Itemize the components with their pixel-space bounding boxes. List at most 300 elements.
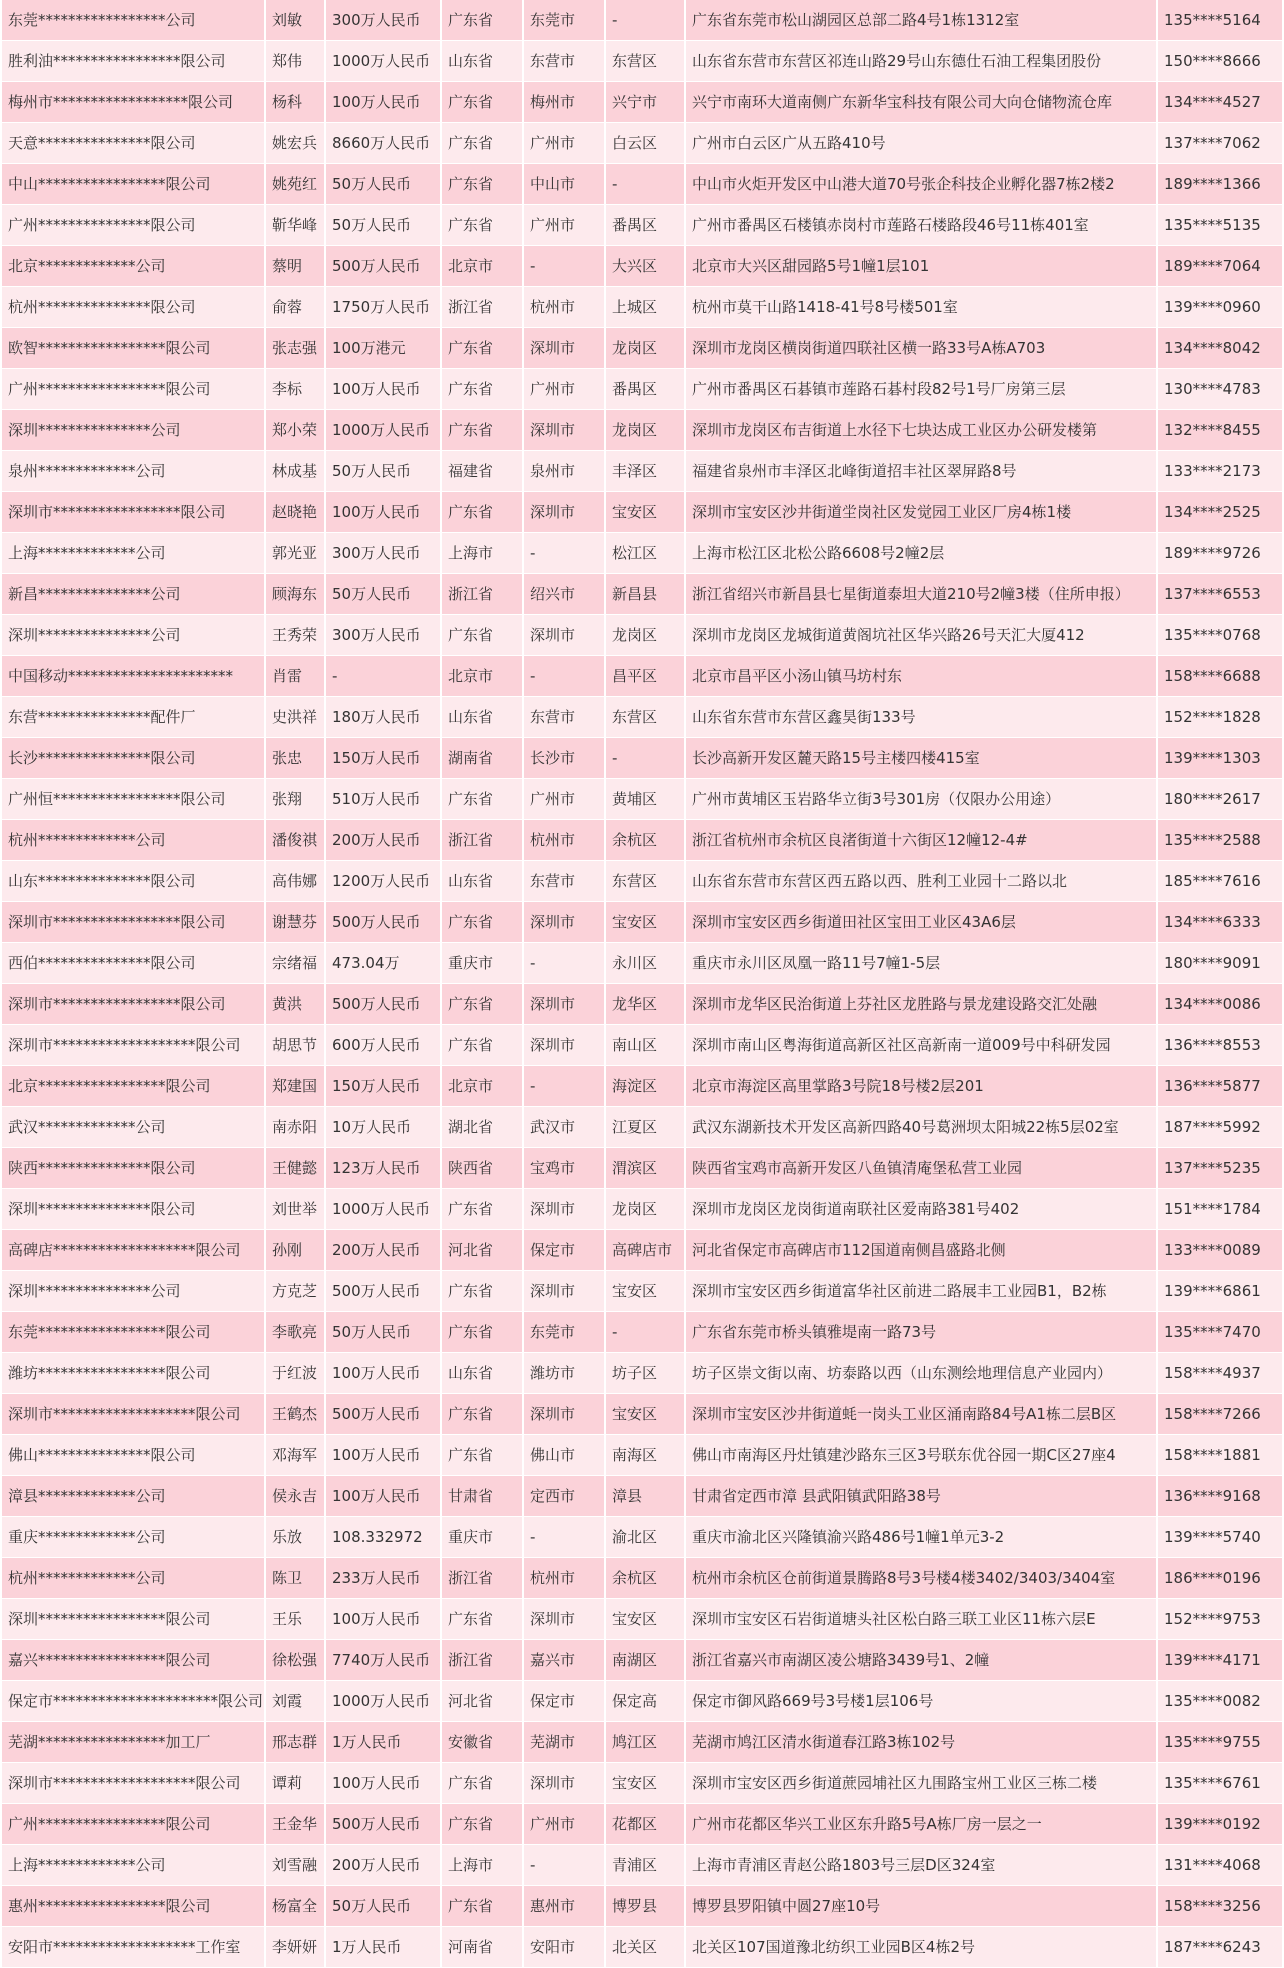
table-row bbox=[2, 1845, 1282, 1886]
address-cell: 深圳市龙华区民治街道上芬社区龙胜路与景龙建设路交汇处融 bbox=[686, 984, 1156, 1025]
legal-person-cell: 刘敏 bbox=[266, 0, 324, 41]
table-row bbox=[2, 779, 1282, 820]
table-row bbox=[2, 1394, 1282, 1435]
company-name-cell: 欧智*****************限公司 bbox=[2, 328, 264, 369]
table-row bbox=[2, 1927, 1282, 1968]
city-cell: 深圳市 bbox=[524, 328, 604, 369]
table-row bbox=[2, 943, 1282, 984]
city-cell: - bbox=[524, 1517, 604, 1558]
registered-capital-cell: 500万人民币 bbox=[326, 246, 440, 287]
table-row bbox=[2, 1886, 1282, 1927]
legal-person-cell: 王健懿 bbox=[266, 1148, 324, 1189]
province-cell: 浙江省 bbox=[442, 1640, 522, 1681]
legal-person-cell: 顾海东 bbox=[266, 574, 324, 615]
registered-capital-cell: 500万人民币 bbox=[326, 1394, 440, 1435]
city-cell: 保定市 bbox=[524, 1230, 604, 1271]
registered-capital-cell: 180万人民币 bbox=[326, 697, 440, 738]
company-name-cell: 山东***************限公司 bbox=[2, 861, 264, 902]
address-cell: 深圳市宝安区西乡街道蔗园埔社区九围路宝州工业区三栋二楼 bbox=[686, 1763, 1156, 1804]
province-cell: 河北省 bbox=[442, 1681, 522, 1722]
registered-capital-cell: 500万人民币 bbox=[326, 1271, 440, 1312]
company-name-cell: 泉州*************公司 bbox=[2, 451, 264, 492]
company-name-cell: 深圳***************公司 bbox=[2, 410, 264, 451]
registered-capital-cell: - bbox=[326, 656, 440, 697]
district-cell: 保定高 bbox=[606, 1681, 684, 1722]
district-cell: 番禺区 bbox=[606, 369, 684, 410]
table-row bbox=[2, 328, 1282, 369]
address-cell: 武汉东湖新技术开发区高新四路40号葛洲坝太阳城22栋5层02室 bbox=[686, 1107, 1156, 1148]
district-cell: 北关区 bbox=[606, 1927, 684, 1968]
company-name-cell: 上海*************公司 bbox=[2, 1845, 264, 1886]
city-cell: 安阳市 bbox=[524, 1927, 604, 1968]
province-cell: 广东省 bbox=[442, 0, 522, 41]
company-name-cell: 胜利油*****************限公司 bbox=[2, 41, 264, 82]
province-cell: 广东省 bbox=[442, 1312, 522, 1353]
city-cell: 广州市 bbox=[524, 369, 604, 410]
legal-person-cell: 王秀荣 bbox=[266, 615, 324, 656]
address-cell: 芜湖市鸠江区清水街道春江路3栋102号 bbox=[686, 1722, 1156, 1763]
address-cell: 深圳市南山区粤海街道高新区社区高新南一道009号中科研发园 bbox=[686, 1025, 1156, 1066]
legal-person-cell: 刘雪融 bbox=[266, 1845, 324, 1886]
phone-cell: 133****2173 bbox=[1158, 451, 1282, 492]
table-row bbox=[2, 820, 1282, 861]
district-cell: 江夏区 bbox=[606, 1107, 684, 1148]
registered-capital-cell: 50万人民币 bbox=[326, 1312, 440, 1353]
registered-capital-cell: 1750万人民币 bbox=[326, 287, 440, 328]
address-cell: 广州市花都区华兴工业区东升路5号A栋厂房一层之一 bbox=[686, 1804, 1156, 1845]
company-name-cell: 深圳市*******************限公司 bbox=[2, 1763, 264, 1804]
company-name-cell: 杭州*************公司 bbox=[2, 820, 264, 861]
address-cell: 河北省保定市高碑店市112国道南侧昌盛路北侧 bbox=[686, 1230, 1156, 1271]
city-cell: 深圳市 bbox=[524, 410, 604, 451]
address-cell: 福建省泉州市丰泽区北峰街道招丰社区翠屏路8号 bbox=[686, 451, 1156, 492]
district-cell: 漳县 bbox=[606, 1476, 684, 1517]
province-cell: 重庆市 bbox=[442, 943, 522, 984]
district-cell: 青浦区 bbox=[606, 1845, 684, 1886]
table-row bbox=[2, 1107, 1282, 1148]
district-cell: 花都区 bbox=[606, 1804, 684, 1845]
registered-capital-cell: 510万人民币 bbox=[326, 779, 440, 820]
address-cell: 重庆市永川区凤凰一路11号7幢1-5层 bbox=[686, 943, 1156, 984]
province-cell: 广东省 bbox=[442, 328, 522, 369]
table-row bbox=[2, 1722, 1282, 1763]
company-name-cell: 东莞*****************公司 bbox=[2, 0, 264, 41]
registered-capital-cell: 100万人民币 bbox=[326, 1353, 440, 1394]
company-name-cell: 新昌***************公司 bbox=[2, 574, 264, 615]
table-row bbox=[2, 1681, 1282, 1722]
address-cell: 广东省东莞市松山湖园区总部二路4号1栋1312室 bbox=[686, 0, 1156, 41]
legal-person-cell: 王乐 bbox=[266, 1599, 324, 1640]
city-cell: 杭州市 bbox=[524, 1558, 604, 1599]
legal-person-cell: 杨科 bbox=[266, 82, 324, 123]
table-row bbox=[2, 1804, 1282, 1845]
registered-capital-cell: 100万人民币 bbox=[326, 1435, 440, 1476]
province-cell: 广东省 bbox=[442, 1599, 522, 1640]
address-cell: 甘肃省定西市漳 县武阳镇武阳路38号 bbox=[686, 1476, 1156, 1517]
province-cell: 福建省 bbox=[442, 451, 522, 492]
company-name-cell: 广州恒*****************限公司 bbox=[2, 779, 264, 820]
phone-cell: 180****2617 bbox=[1158, 779, 1282, 820]
table-row bbox=[2, 410, 1282, 451]
legal-person-cell: 郑建国 bbox=[266, 1066, 324, 1107]
district-cell: 大兴区 bbox=[606, 246, 684, 287]
district-cell: 渭滨区 bbox=[606, 1148, 684, 1189]
city-cell: 广州市 bbox=[524, 1804, 604, 1845]
company-name-cell: 潍坊*****************限公司 bbox=[2, 1353, 264, 1394]
province-cell: 湖南省 bbox=[442, 738, 522, 779]
phone-cell: 137****7062 bbox=[1158, 123, 1282, 164]
address-cell: 佛山市南海区丹灶镇建沙路东三区3号联东优谷园一期C区27座4 bbox=[686, 1435, 1156, 1476]
table-row bbox=[2, 246, 1282, 287]
phone-cell: 131****4068 bbox=[1158, 1845, 1282, 1886]
registered-capital-cell: 233万人民币 bbox=[326, 1558, 440, 1599]
phone-cell: 152****1828 bbox=[1158, 697, 1282, 738]
legal-person-cell: 史洪祥 bbox=[266, 697, 324, 738]
company-name-cell: 广州*****************限公司 bbox=[2, 369, 264, 410]
city-cell: 深圳市 bbox=[524, 492, 604, 533]
district-cell: 东营区 bbox=[606, 41, 684, 82]
legal-person-cell: 南赤阳 bbox=[266, 1107, 324, 1148]
phone-cell: 130****4783 bbox=[1158, 369, 1282, 410]
company-name-cell: 高碑店*******************限公司 bbox=[2, 1230, 264, 1271]
table-row bbox=[2, 1189, 1282, 1230]
phone-cell: 158****1881 bbox=[1158, 1435, 1282, 1476]
table-row bbox=[2, 738, 1282, 779]
district-cell: - bbox=[606, 1312, 684, 1353]
table-row bbox=[2, 1558, 1282, 1599]
company-name-cell: 天意***************限公司 bbox=[2, 123, 264, 164]
city-cell: 定西市 bbox=[524, 1476, 604, 1517]
phone-cell: 137****5235 bbox=[1158, 1148, 1282, 1189]
registered-capital-cell: 1000万人民币 bbox=[326, 410, 440, 451]
city-cell: 杭州市 bbox=[524, 820, 604, 861]
registered-capital-cell: 50万人民币 bbox=[326, 574, 440, 615]
registered-capital-cell: 500万人民币 bbox=[326, 902, 440, 943]
province-cell: 广东省 bbox=[442, 123, 522, 164]
address-cell: 山东省东营市东营区祁连山路29号山东德仕石油工程集团股份 bbox=[686, 41, 1156, 82]
legal-person-cell: 潘俊祺 bbox=[266, 820, 324, 861]
registered-capital-cell: 50万人民币 bbox=[326, 1886, 440, 1927]
district-cell: 宝安区 bbox=[606, 1394, 684, 1435]
phone-cell: 189****7064 bbox=[1158, 246, 1282, 287]
company-name-cell: 长沙***************限公司 bbox=[2, 738, 264, 779]
city-cell: 深圳市 bbox=[524, 1189, 604, 1230]
company-name-cell: 东莞*****************限公司 bbox=[2, 1312, 264, 1353]
company-name-cell: 深圳***************限公司 bbox=[2, 1189, 264, 1230]
table-row bbox=[2, 615, 1282, 656]
legal-person-cell: 高伟娜 bbox=[266, 861, 324, 902]
province-cell: 广东省 bbox=[442, 615, 522, 656]
company-name-cell: 安阳市*******************工作室 bbox=[2, 1927, 264, 1968]
company-table-body bbox=[2, 0, 1282, 1968]
phone-cell: 136****5877 bbox=[1158, 1066, 1282, 1107]
registered-capital-cell: 123万人民币 bbox=[326, 1148, 440, 1189]
city-cell: 深圳市 bbox=[524, 1025, 604, 1066]
district-cell: 宝安区 bbox=[606, 492, 684, 533]
phone-cell: 137****6553 bbox=[1158, 574, 1282, 615]
company-name-cell: 深圳市*****************限公司 bbox=[2, 902, 264, 943]
company-name-cell: 陕西***************限公司 bbox=[2, 1148, 264, 1189]
registered-capital-cell: 100万人民币 bbox=[326, 1763, 440, 1804]
province-cell: 北京市 bbox=[442, 1066, 522, 1107]
table-row bbox=[2, 1476, 1282, 1517]
phone-cell: 139****4171 bbox=[1158, 1640, 1282, 1681]
city-cell: 深圳市 bbox=[524, 1763, 604, 1804]
company-name-cell: 深圳***************公司 bbox=[2, 615, 264, 656]
phone-cell: 186****0196 bbox=[1158, 1558, 1282, 1599]
district-cell: 南山区 bbox=[606, 1025, 684, 1066]
address-cell: 广东省东莞市桥头镇雅堤南一路73号 bbox=[686, 1312, 1156, 1353]
phone-cell: 150****8666 bbox=[1158, 41, 1282, 82]
registered-capital-cell: 50万人民币 bbox=[326, 451, 440, 492]
registered-capital-cell: 600万人民币 bbox=[326, 1025, 440, 1066]
province-cell: 广东省 bbox=[442, 1804, 522, 1845]
legal-person-cell: 孙刚 bbox=[266, 1230, 324, 1271]
company-name-cell: 北京*************公司 bbox=[2, 246, 264, 287]
legal-person-cell: 肖雷 bbox=[266, 656, 324, 697]
province-cell: 河北省 bbox=[442, 1230, 522, 1271]
company-name-cell: 梅州市******************限公司 bbox=[2, 82, 264, 123]
city-cell: - bbox=[524, 533, 604, 574]
phone-cell: 158****7266 bbox=[1158, 1394, 1282, 1435]
district-cell: - bbox=[606, 164, 684, 205]
district-cell: 鸠江区 bbox=[606, 1722, 684, 1763]
legal-person-cell: 张志强 bbox=[266, 328, 324, 369]
phone-cell: 135****6761 bbox=[1158, 1763, 1282, 1804]
registered-capital-cell: 1200万人民币 bbox=[326, 861, 440, 902]
province-cell: 上海市 bbox=[442, 1845, 522, 1886]
phone-cell: 189****9726 bbox=[1158, 533, 1282, 574]
company-name-cell: 深圳市*****************限公司 bbox=[2, 492, 264, 533]
company-name-cell: 深圳*****************限公司 bbox=[2, 1599, 264, 1640]
address-cell: 坊子区崇文街以南、坊泰路以西（山东测绘地理信息产业园内） bbox=[686, 1353, 1156, 1394]
district-cell: 渝北区 bbox=[606, 1517, 684, 1558]
district-cell: 白云区 bbox=[606, 123, 684, 164]
district-cell: - bbox=[606, 0, 684, 41]
address-cell: 陕西省宝鸡市高新开发区八鱼镇清庵堡私营工业园 bbox=[686, 1148, 1156, 1189]
address-cell: 广州市白云区广从五路410号 bbox=[686, 123, 1156, 164]
company-name-cell: 广州***************限公司 bbox=[2, 205, 264, 246]
legal-person-cell: 靳华峰 bbox=[266, 205, 324, 246]
province-cell: 安徽省 bbox=[442, 1722, 522, 1763]
legal-person-cell: 谭莉 bbox=[266, 1763, 324, 1804]
company-name-cell: 芜湖*****************加工厂 bbox=[2, 1722, 264, 1763]
province-cell: 北京市 bbox=[442, 656, 522, 697]
table-row bbox=[2, 369, 1282, 410]
district-cell: 南湖区 bbox=[606, 1640, 684, 1681]
address-cell: 深圳市宝安区西乡街道田社区宝田工业区43A6层 bbox=[686, 902, 1156, 943]
legal-person-cell: 李标 bbox=[266, 369, 324, 410]
province-cell: 浙江省 bbox=[442, 574, 522, 615]
phone-cell: 135****5164 bbox=[1158, 0, 1282, 41]
district-cell: 海淀区 bbox=[606, 1066, 684, 1107]
legal-person-cell: 王鹤杰 bbox=[266, 1394, 324, 1435]
legal-person-cell: 郑小荣 bbox=[266, 410, 324, 451]
table-row bbox=[2, 451, 1282, 492]
legal-person-cell: 方克芝 bbox=[266, 1271, 324, 1312]
phone-cell: 135****2588 bbox=[1158, 820, 1282, 861]
city-cell: 惠州市 bbox=[524, 1886, 604, 1927]
phone-cell: 134****6333 bbox=[1158, 902, 1282, 943]
province-cell: 河南省 bbox=[442, 1927, 522, 1968]
district-cell: 博罗县 bbox=[606, 1886, 684, 1927]
city-cell: 深圳市 bbox=[524, 1599, 604, 1640]
address-cell: 广州市番禺区石楼镇赤岗村市莲路石楼路段46号11栋401室 bbox=[686, 205, 1156, 246]
address-cell: 上海市青浦区青赵公路1803号三层D区324室 bbox=[686, 1845, 1156, 1886]
company-name-cell: 深圳***************公司 bbox=[2, 1271, 264, 1312]
city-cell: 深圳市 bbox=[524, 1271, 604, 1312]
city-cell: - bbox=[524, 246, 604, 287]
registered-capital-cell: 7740万人民币 bbox=[326, 1640, 440, 1681]
city-cell: 东莞市 bbox=[524, 0, 604, 41]
city-cell: 佛山市 bbox=[524, 1435, 604, 1476]
address-cell: 中山市火炬开发区中山港大道70号张企科技企业孵化器7栋2楼2 bbox=[686, 164, 1156, 205]
district-cell: 东营区 bbox=[606, 697, 684, 738]
phone-cell: 187****5992 bbox=[1158, 1107, 1282, 1148]
company-name-cell: 杭州***************限公司 bbox=[2, 287, 264, 328]
province-cell: 山东省 bbox=[442, 1353, 522, 1394]
phone-cell: 134****2525 bbox=[1158, 492, 1282, 533]
province-cell: 陕西省 bbox=[442, 1148, 522, 1189]
legal-person-cell: 林成基 bbox=[266, 451, 324, 492]
district-cell: 余杭区 bbox=[606, 1558, 684, 1599]
district-cell: 南海区 bbox=[606, 1435, 684, 1476]
legal-person-cell: 赵晓艳 bbox=[266, 492, 324, 533]
district-cell: 宝安区 bbox=[606, 1599, 684, 1640]
address-cell: 博罗县罗阳镇中圆27座10号 bbox=[686, 1886, 1156, 1927]
legal-person-cell: 乐放 bbox=[266, 1517, 324, 1558]
company-name-cell: 武汉*************公司 bbox=[2, 1107, 264, 1148]
legal-person-cell: 李妍妍 bbox=[266, 1927, 324, 1968]
province-cell: 重庆市 bbox=[442, 1517, 522, 1558]
city-cell: 嘉兴市 bbox=[524, 1640, 604, 1681]
table-row bbox=[2, 656, 1282, 697]
district-cell: 龙岗区 bbox=[606, 328, 684, 369]
address-cell: 深圳市宝安区沙井街道蚝一岗头工业区涌南路84号A1栋二层B区 bbox=[686, 1394, 1156, 1435]
address-cell: 深圳市宝安区西乡街道富华社区前进二路展丰工业园B1，B2栋 bbox=[686, 1271, 1156, 1312]
registered-capital-cell: 100万人民币 bbox=[326, 1476, 440, 1517]
phone-cell: 185****7616 bbox=[1158, 861, 1282, 902]
table-row bbox=[2, 1599, 1282, 1640]
address-cell: 广州市黄埔区玉岩路华立街3号301房（仅限办公用途） bbox=[686, 779, 1156, 820]
city-cell: 武汉市 bbox=[524, 1107, 604, 1148]
table-row bbox=[2, 1763, 1282, 1804]
legal-person-cell: 侯永吉 bbox=[266, 1476, 324, 1517]
phone-cell: 152****9753 bbox=[1158, 1599, 1282, 1640]
table-row bbox=[2, 164, 1282, 205]
address-cell: 深圳市龙岗区龙岗街道南联社区爱南路381号402 bbox=[686, 1189, 1156, 1230]
company-name-cell: 深圳市*******************限公司 bbox=[2, 1394, 264, 1435]
province-cell: 浙江省 bbox=[442, 287, 522, 328]
address-cell: 北京市昌平区小汤山镇马坊村东 bbox=[686, 656, 1156, 697]
legal-person-cell: 刘世举 bbox=[266, 1189, 324, 1230]
province-cell: 广东省 bbox=[442, 492, 522, 533]
table-row bbox=[2, 1312, 1282, 1353]
address-cell: 杭州市余杭区仓前街道景腾路8号3号楼4楼3402/3403/3404室 bbox=[686, 1558, 1156, 1599]
city-cell: 中山市 bbox=[524, 164, 604, 205]
address-cell: 重庆市渝北区兴隆镇渝兴路486号1幢1单元3-2 bbox=[686, 1517, 1156, 1558]
district-cell: 宝安区 bbox=[606, 1271, 684, 1312]
district-cell: 丰泽区 bbox=[606, 451, 684, 492]
company-name-cell: 广州*****************限公司 bbox=[2, 1804, 264, 1845]
district-cell: 黄埔区 bbox=[606, 779, 684, 820]
district-cell: 龙华区 bbox=[606, 984, 684, 1025]
city-cell: 杭州市 bbox=[524, 287, 604, 328]
city-cell: 深圳市 bbox=[524, 615, 604, 656]
address-cell: 山东省东营市东营区西五路以西、胜利工业园十二路以北 bbox=[686, 861, 1156, 902]
province-cell: 广东省 bbox=[442, 164, 522, 205]
registered-capital-cell: 300万人民币 bbox=[326, 615, 440, 656]
address-cell: 北京市大兴区甜园路5号1幢1层101 bbox=[686, 246, 1156, 287]
city-cell: 潍坊市 bbox=[524, 1353, 604, 1394]
province-cell: 广东省 bbox=[442, 1435, 522, 1476]
city-cell: 广州市 bbox=[524, 205, 604, 246]
legal-person-cell: 郑伟 bbox=[266, 41, 324, 82]
province-cell: 广东省 bbox=[442, 369, 522, 410]
company-name-cell: 佛山***************限公司 bbox=[2, 1435, 264, 1476]
phone-cell: 136****8553 bbox=[1158, 1025, 1282, 1066]
legal-person-cell: 宗绪福 bbox=[266, 943, 324, 984]
phone-cell: 135****0082 bbox=[1158, 1681, 1282, 1722]
city-cell: - bbox=[524, 1066, 604, 1107]
table-row bbox=[2, 82, 1282, 123]
district-cell: 龙岗区 bbox=[606, 410, 684, 451]
city-cell: 芜湖市 bbox=[524, 1722, 604, 1763]
city-cell: 绍兴市 bbox=[524, 574, 604, 615]
province-cell: 山东省 bbox=[442, 41, 522, 82]
legal-person-cell: 邢志群 bbox=[266, 1722, 324, 1763]
district-cell: 龙岗区 bbox=[606, 1189, 684, 1230]
district-cell: 上城区 bbox=[606, 287, 684, 328]
registered-capital-cell: 100万港元 bbox=[326, 328, 440, 369]
table-row bbox=[2, 1271, 1282, 1312]
province-cell: 山东省 bbox=[442, 861, 522, 902]
legal-person-cell: 刘霞 bbox=[266, 1681, 324, 1722]
address-cell: 兴宁市南环大道南侧广东新华宝科技有限公司大向仓储物流仓库 bbox=[686, 82, 1156, 123]
address-cell: 深圳市宝安区沙井街道坣岗社区发觉园工业区厂房4栋1楼 bbox=[686, 492, 1156, 533]
phone-cell: 187****6243 bbox=[1158, 1927, 1282, 1968]
registered-capital-cell: 100万人民币 bbox=[326, 369, 440, 410]
province-cell: 广东省 bbox=[442, 1271, 522, 1312]
phone-cell: 134****4527 bbox=[1158, 82, 1282, 123]
table-row bbox=[2, 1517, 1282, 1558]
registered-capital-cell: 100万人民币 bbox=[326, 492, 440, 533]
address-cell: 北京市海淀区高里掌路3号院18号楼2层201 bbox=[686, 1066, 1156, 1107]
table-row bbox=[2, 1066, 1282, 1107]
registered-capital-cell: 150万人民币 bbox=[326, 738, 440, 779]
district-cell: 昌平区 bbox=[606, 656, 684, 697]
table-row bbox=[2, 1025, 1282, 1066]
legal-person-cell: 姚苑红 bbox=[266, 164, 324, 205]
registered-capital-cell: 50万人民币 bbox=[326, 205, 440, 246]
registered-capital-cell: 200万人民币 bbox=[326, 820, 440, 861]
address-cell: 浙江省嘉兴市南湖区凌公塘路3439号1、2幢 bbox=[686, 1640, 1156, 1681]
registered-capital-cell: 300万人民币 bbox=[326, 0, 440, 41]
district-cell: 松江区 bbox=[606, 533, 684, 574]
phone-cell: 139****6861 bbox=[1158, 1271, 1282, 1312]
address-cell: 深圳市龙岗区布吉街道上水径下七块达成工业区办公研发楼第 bbox=[686, 410, 1156, 451]
registered-capital-cell: 300万人民币 bbox=[326, 533, 440, 574]
city-cell: 深圳市 bbox=[524, 902, 604, 943]
table-row bbox=[2, 123, 1282, 164]
registered-capital-cell: 150万人民币 bbox=[326, 1066, 440, 1107]
legal-person-cell: 李歌亮 bbox=[266, 1312, 324, 1353]
company-name-cell: 上海*************公司 bbox=[2, 533, 264, 574]
table-row bbox=[2, 984, 1282, 1025]
registered-capital-cell: 100万人民币 bbox=[326, 82, 440, 123]
phone-cell: 135****9755 bbox=[1158, 1722, 1282, 1763]
phone-cell: 139****1303 bbox=[1158, 738, 1282, 779]
